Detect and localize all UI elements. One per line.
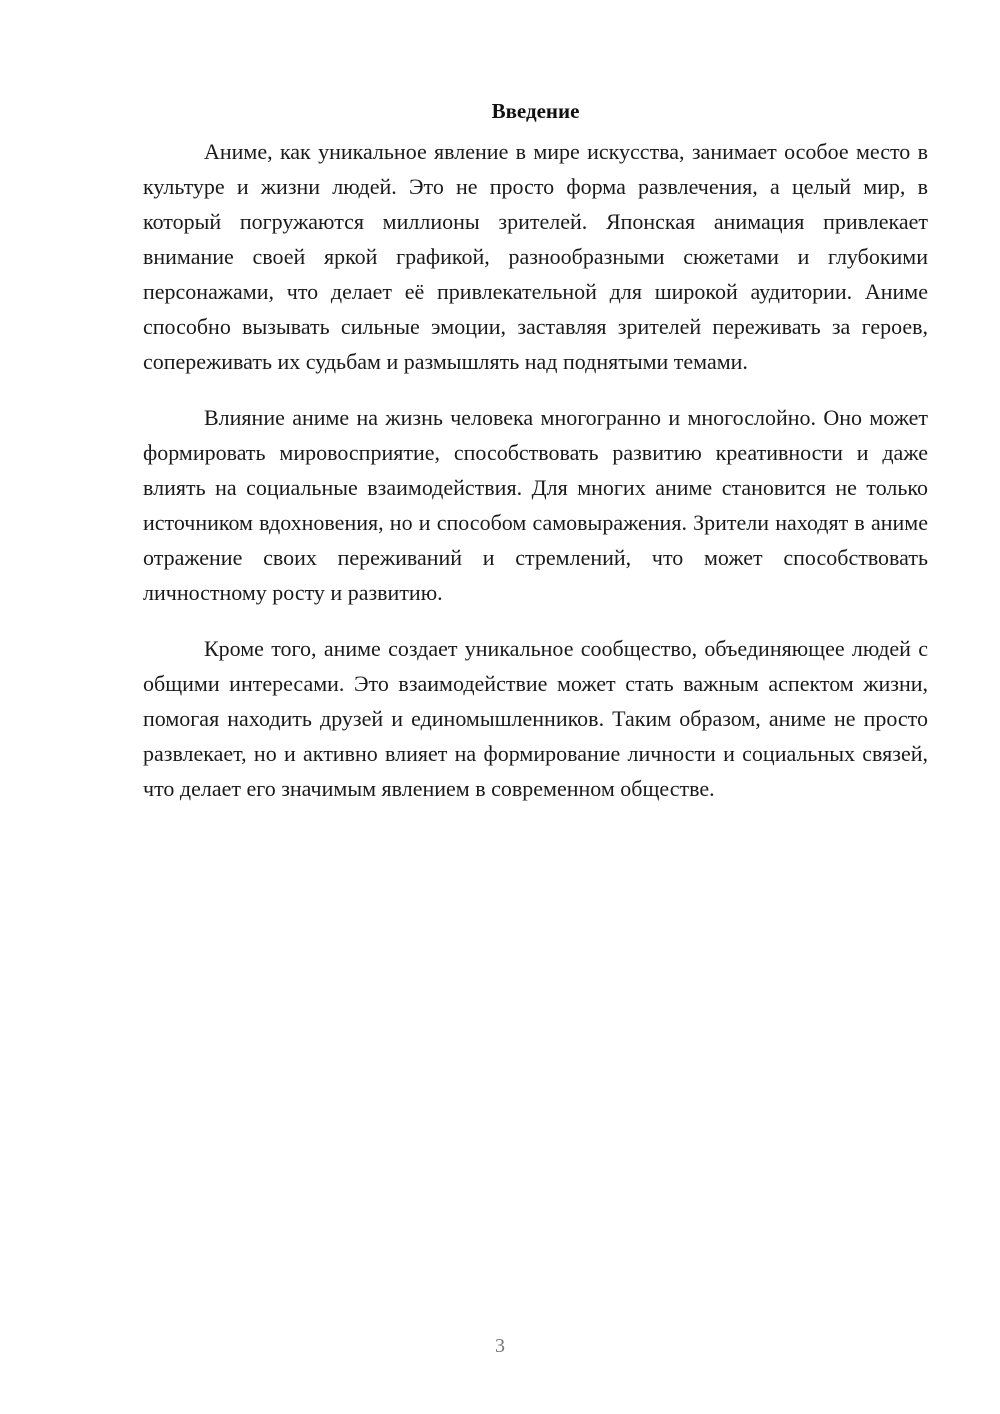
paragraph-2: Влияние аниме на жизнь человека многогранно и многослойно. Оно может формировать мировосприятие, способствовать развитию креативности и даже влиять на социальные взаимодействия. Для многих аниме становится не только источником вдохновения, но и способом самовыражения. Зрители находят в аниме отражение своих переживаний и стремлений, что может способствовать личностному росту и развитию.	[143, 405, 928, 605]
page-title: Введение	[491, 99, 580, 123]
paragraph-1: Аниме, как уникальное явление в мире искусства, занимает особое место в культуре и жизни людей. Это не просто форма развлечения, а целый мир, в который погружаются миллионы зрителей. Японская анимация привлекает внимание своей яркой графикой, разнообразными сюжетами и глубокими персонажами, что делает её привлекательной для широкой аудитории. Аниме способно вызывать сильные эмоции, заставляя зрителей переживать за героев, сопереживать их судьбам и размышлять над поднятыми темами.	[143, 139, 928, 374]
page-number: 3	[495, 1335, 505, 1357]
paragraph-3: Кроме того, аниме создает уникальное сообщество, объединяющее людей с общими интересами. Это взаимодействие может стать важным аспектом жизни, помогая находить друзей и единомышленников. Таким образом, аниме не просто развлекает, но и активно влияет на формирование личности и социальных связей, что делает его значимым явлением в современном обществе.	[143, 636, 928, 801]
page-content	[143, 96, 928, 827]
